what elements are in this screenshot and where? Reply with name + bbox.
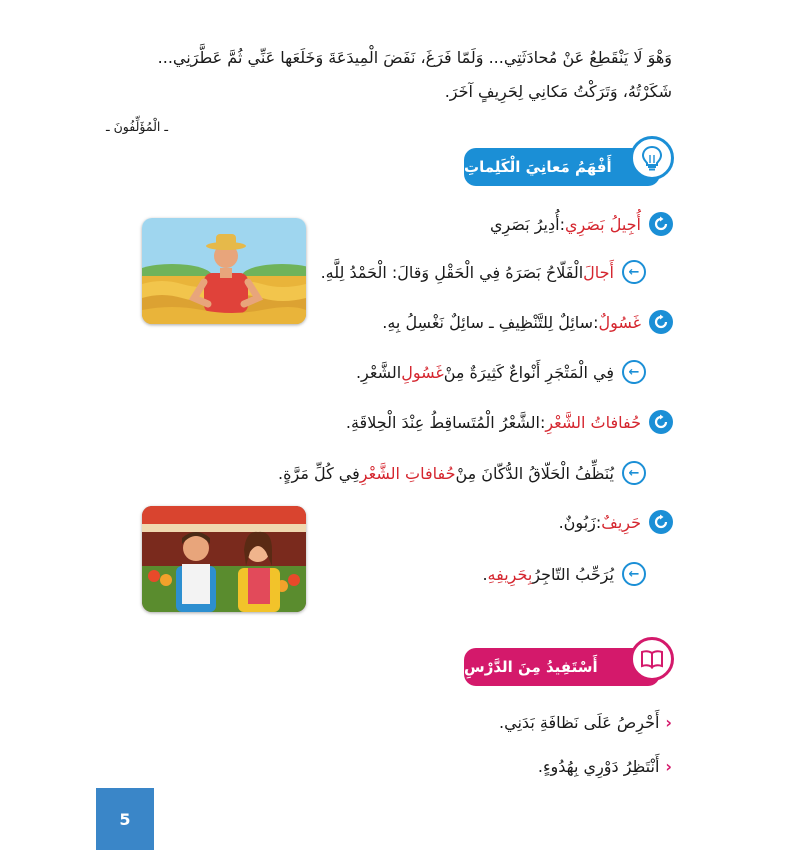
vocab-definition: زَبُونٌ. [558, 512, 596, 532]
market-illustration [142, 506, 306, 612]
vocab-item-3 [346, 410, 673, 434]
vocab-term: حُفافاتُ الشَّعْرِ [545, 412, 641, 432]
chevron-left-icon: ‹ [665, 713, 672, 732]
lesson-item-text: أَحْرِصُ عَلَى نَظافَةِ بَدَنِي. [499, 713, 660, 732]
vocab-item-4 [559, 510, 673, 534]
vocab-separator: : [559, 214, 565, 234]
vocab-definition: أُدِيرُ بَصَرِي [489, 214, 560, 234]
vocab-term: أُجِيلُ بَصَرِي [564, 214, 641, 234]
example-text-before: يُرَحِّبُ التّاجِرُ [532, 564, 614, 584]
arrow-left-icon: ← [622, 461, 646, 485]
vocab-term: غَسُولٌ [598, 312, 641, 332]
refresh-icon [649, 510, 673, 534]
arrow-left-icon: ← [622, 562, 646, 586]
vocab-definition: سائِلٌ لِلتَّنْظِيفِ ـ سائِلٌ نَغْسِلُ بِهِ. [382, 312, 594, 332]
example-text-before: يُنَظِّفُ الْحَلّاقُ الدُّكّانَ مِنْ [455, 463, 614, 483]
vocab-separator: : [539, 412, 546, 432]
farmer-illustration [142, 218, 306, 324]
refresh-icon [649, 310, 673, 334]
example-text: الْفَلّاحُ بَصَرَهُ فِي الْحَقْلِ وَقالَ: الْحَمْدُ لِلَّهِ. [320, 262, 584, 282]
lesson-item-2 [538, 757, 672, 776]
lightbulb-icon [630, 136, 674, 180]
vocab-separator: : [593, 312, 599, 332]
vocab-definition: الشَّعْرُ الْمُتَساقِطُ عِنْدَ الْحِلاقَةِ. [345, 412, 540, 432]
authors-credit: ـ الْمُؤَلِّفُونَ ـ [105, 119, 168, 134]
example-term: حُفافاتِ الشَّعْرِ [359, 463, 456, 483]
vocab-section-title: أَفْهَمُ مَعانِيَ الْكَلِماتِ [464, 158, 612, 176]
vocab-item-2 [382, 310, 673, 334]
vocab-example-2 [356, 360, 646, 384]
intro-line-1: وَهْوَ لَا يَنْقَطِعُ عَنْ مُحادَثَتِي... وَلَمّا فَرَغَ، نَفَضَ الْمِيدَعَةَ وَخَلَعَها عَنِّي ثُمَّ عَطَّرَنِي... [157, 48, 672, 67]
vocab-example-3 [278, 461, 646, 485]
refresh-icon [649, 212, 673, 236]
vocab-example-4 [482, 562, 646, 586]
refresh-icon [649, 410, 673, 434]
lesson-item-text: أَنْتَظِرُ دَوْرِي بِهُدُوءٍ. [537, 757, 660, 776]
page-number: 5 [96, 788, 154, 850]
example-term: أَجالَ [583, 262, 614, 282]
example-text-before: فِي الْمَتْجَرِ أَنْواعٌ كَثِيرَةٌ مِنْ [443, 362, 614, 382]
lesson-section-title: أَسْتَفِيدُ مِنَ الدَّرْسِ [464, 658, 598, 676]
vocab-term: حَرِيفٌ [601, 512, 641, 532]
vocab-item-1 [490, 212, 673, 236]
example-text-after: فِي كُلِّ مَرَّةٍ. [278, 463, 360, 483]
example-text-after: . [482, 564, 488, 584]
example-text-after: الشَّعْرِ. [355, 362, 402, 382]
lesson-item-1 [499, 713, 672, 732]
example-term: بِحَرِيفِهِ [487, 564, 533, 584]
arrow-left-icon: ← [622, 260, 646, 284]
intro-line-2: شَكَرْتُهُ، وَتَرَكْتُ مَكانِي لِحَرِيفٍ آخَرَ. [444, 82, 672, 101]
arrow-left-icon: ← [622, 360, 646, 384]
example-term: غَسُولِ [401, 362, 444, 382]
chevron-left-icon: ‹ [665, 757, 672, 776]
vocab-example-1 [321, 260, 646, 284]
open-book-icon [630, 637, 674, 681]
vocab-separator: : [595, 512, 602, 532]
